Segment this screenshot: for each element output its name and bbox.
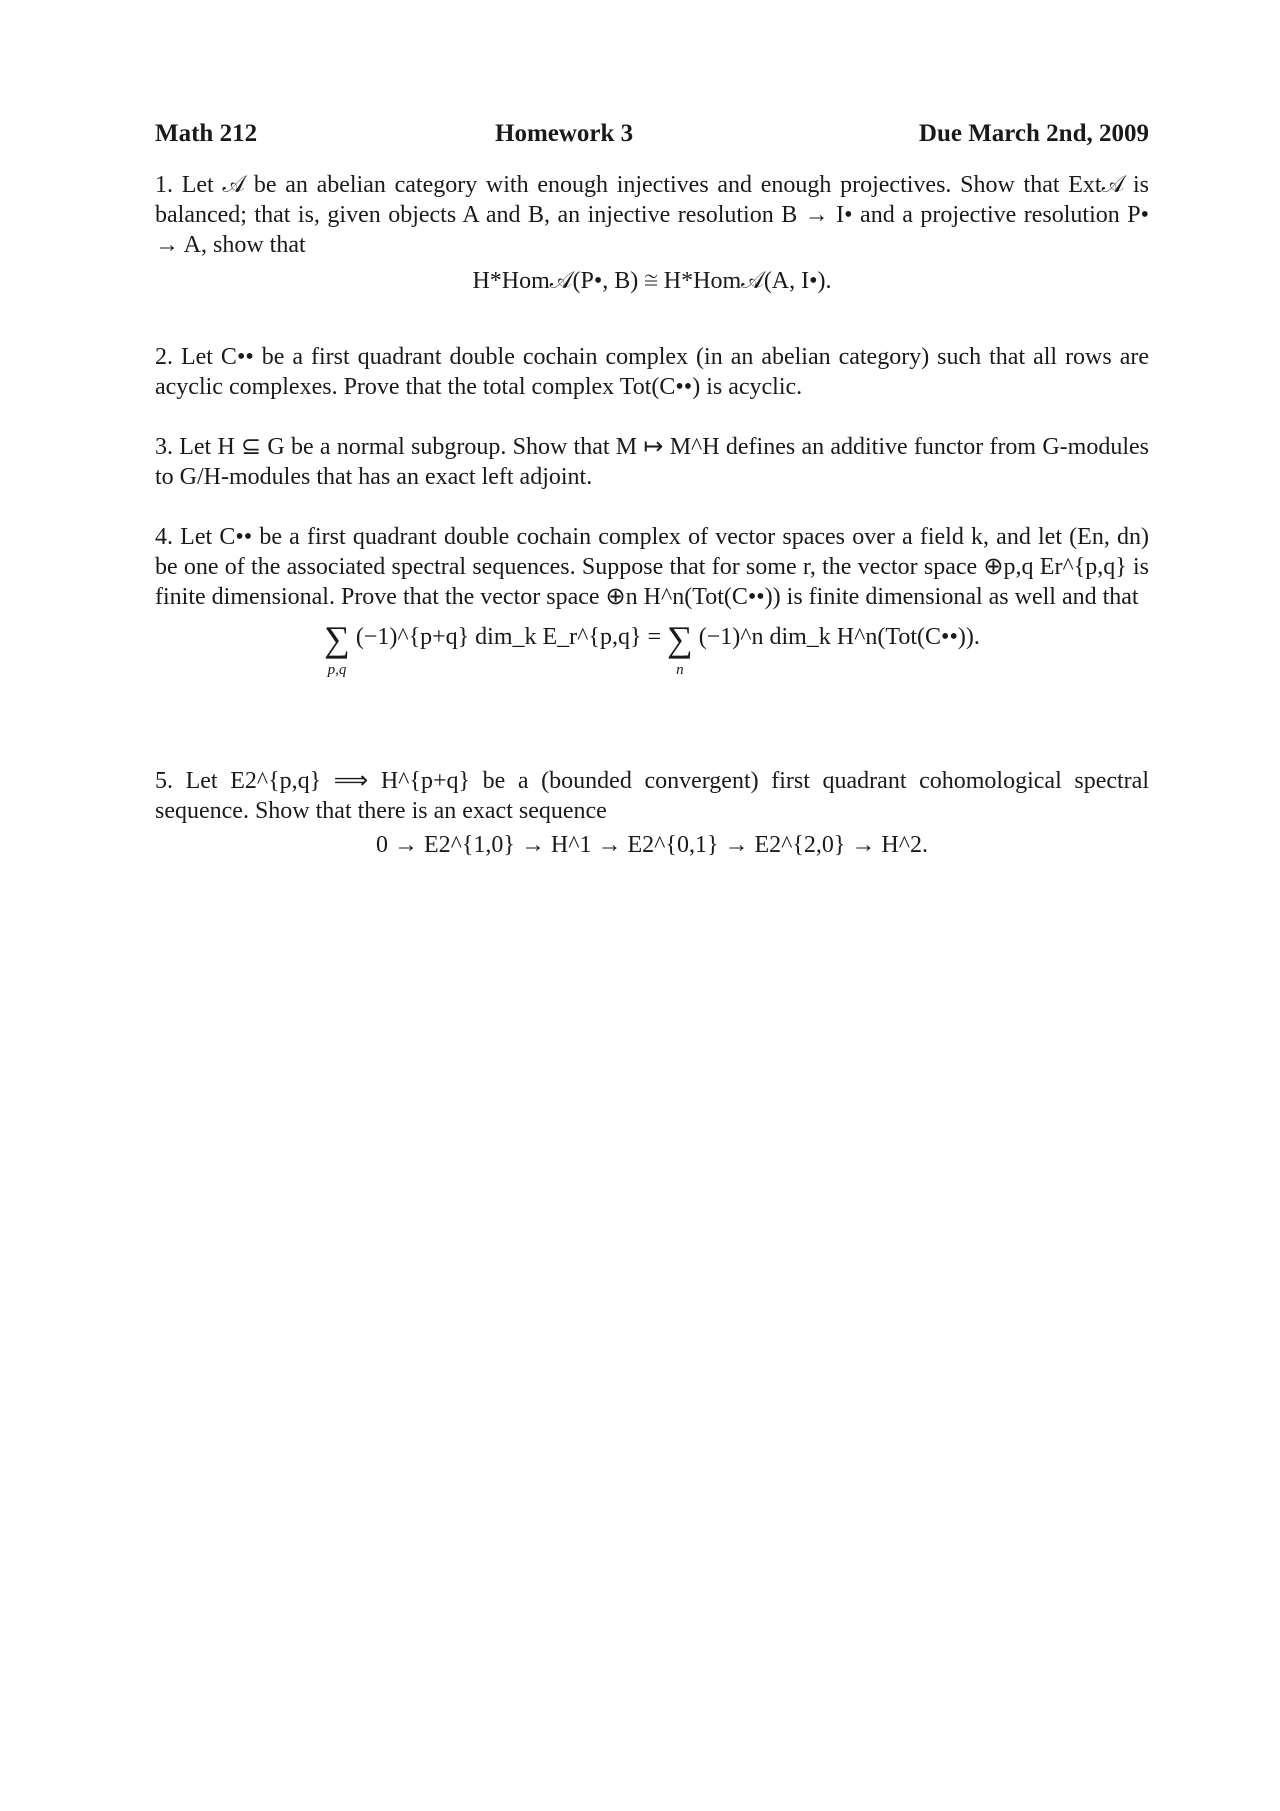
homework-title: Homework 3 bbox=[495, 120, 634, 147]
problem-1-display: H*Hom𝒜(P•, B) ≅ H*Hom𝒜(A, I•). bbox=[472, 268, 832, 294]
equals-sign: = bbox=[647, 624, 668, 650]
sum-pq-limit: p,q bbox=[327, 662, 347, 678]
display-lhs: (−1)^{p+q} dim_k E_r^{p,q} bbox=[355, 624, 642, 650]
display-rhs: (−1)^n dim_k H^n(Tot(C••)). bbox=[698, 624, 980, 650]
sigma-symbol-left: ∑ bbox=[324, 619, 350, 659]
problem-5-text: 5. Let E2^{p,q} ⟹ H^{p+q} be a (bounded convergent) first quadrant cohomological spectral sequence. Show that there is an exact sequence bbox=[155, 768, 1149, 824]
course-label: Math 212 bbox=[155, 120, 258, 147]
problem-1-text: 1. Let 𝒜 be an abelian category with enough injectives and enough projectives. Show that Ext𝒜 is balanced; that is, given objects A and B, an injective resolution B → I• and a projective resolution P• → A, show that bbox=[155, 172, 1149, 258]
problem-5 bbox=[155, 766, 1149, 860]
problem-3-text: 3. Let H ⊆ G be a normal subgroup. Show that M ↦ M^H defines an additive functor from G-modules to G/H-modules that has an exact left adjoint. bbox=[155, 434, 1149, 490]
problem-5-display: 0 → E2^{1,0} → H^1 → E2^{0,1} → E2^{2,0} → H^2. bbox=[375, 832, 929, 858]
problem-3 bbox=[155, 432, 1149, 492]
sum-pq bbox=[324, 619, 350, 678]
due-date: Due March 2nd, 2009 bbox=[918, 120, 1149, 147]
sum-n bbox=[667, 619, 693, 678]
sigma-symbol-right: ∑ bbox=[667, 619, 693, 659]
problem-4-display bbox=[155, 619, 1149, 678]
problem-4-text: 4. Let C•• be a first quadrant double cochain complex of vector spaces over a field k, and let (En, dn) be one of the associated spectral sequences. Suppose that for some r, the vector space ⊕p,q Er^{p,q} is finite dimensional. Prove that the vector space ⊕n H^n(Tot(C••)) is finite dimensional as well and that bbox=[155, 524, 1149, 610]
header bbox=[155, 120, 1149, 156]
problem-2 bbox=[155, 342, 1149, 402]
problem-2-text: 2. Let C•• be a first quadrant double cochain complex (in an abelian category) such that all rows are acyclic complexes. Prove that the total complex Tot(C••) is acyclic. bbox=[155, 344, 1149, 400]
problem-4 bbox=[155, 522, 1149, 678]
problem-1 bbox=[155, 170, 1149, 296]
sum-n-limit: n bbox=[676, 662, 684, 678]
